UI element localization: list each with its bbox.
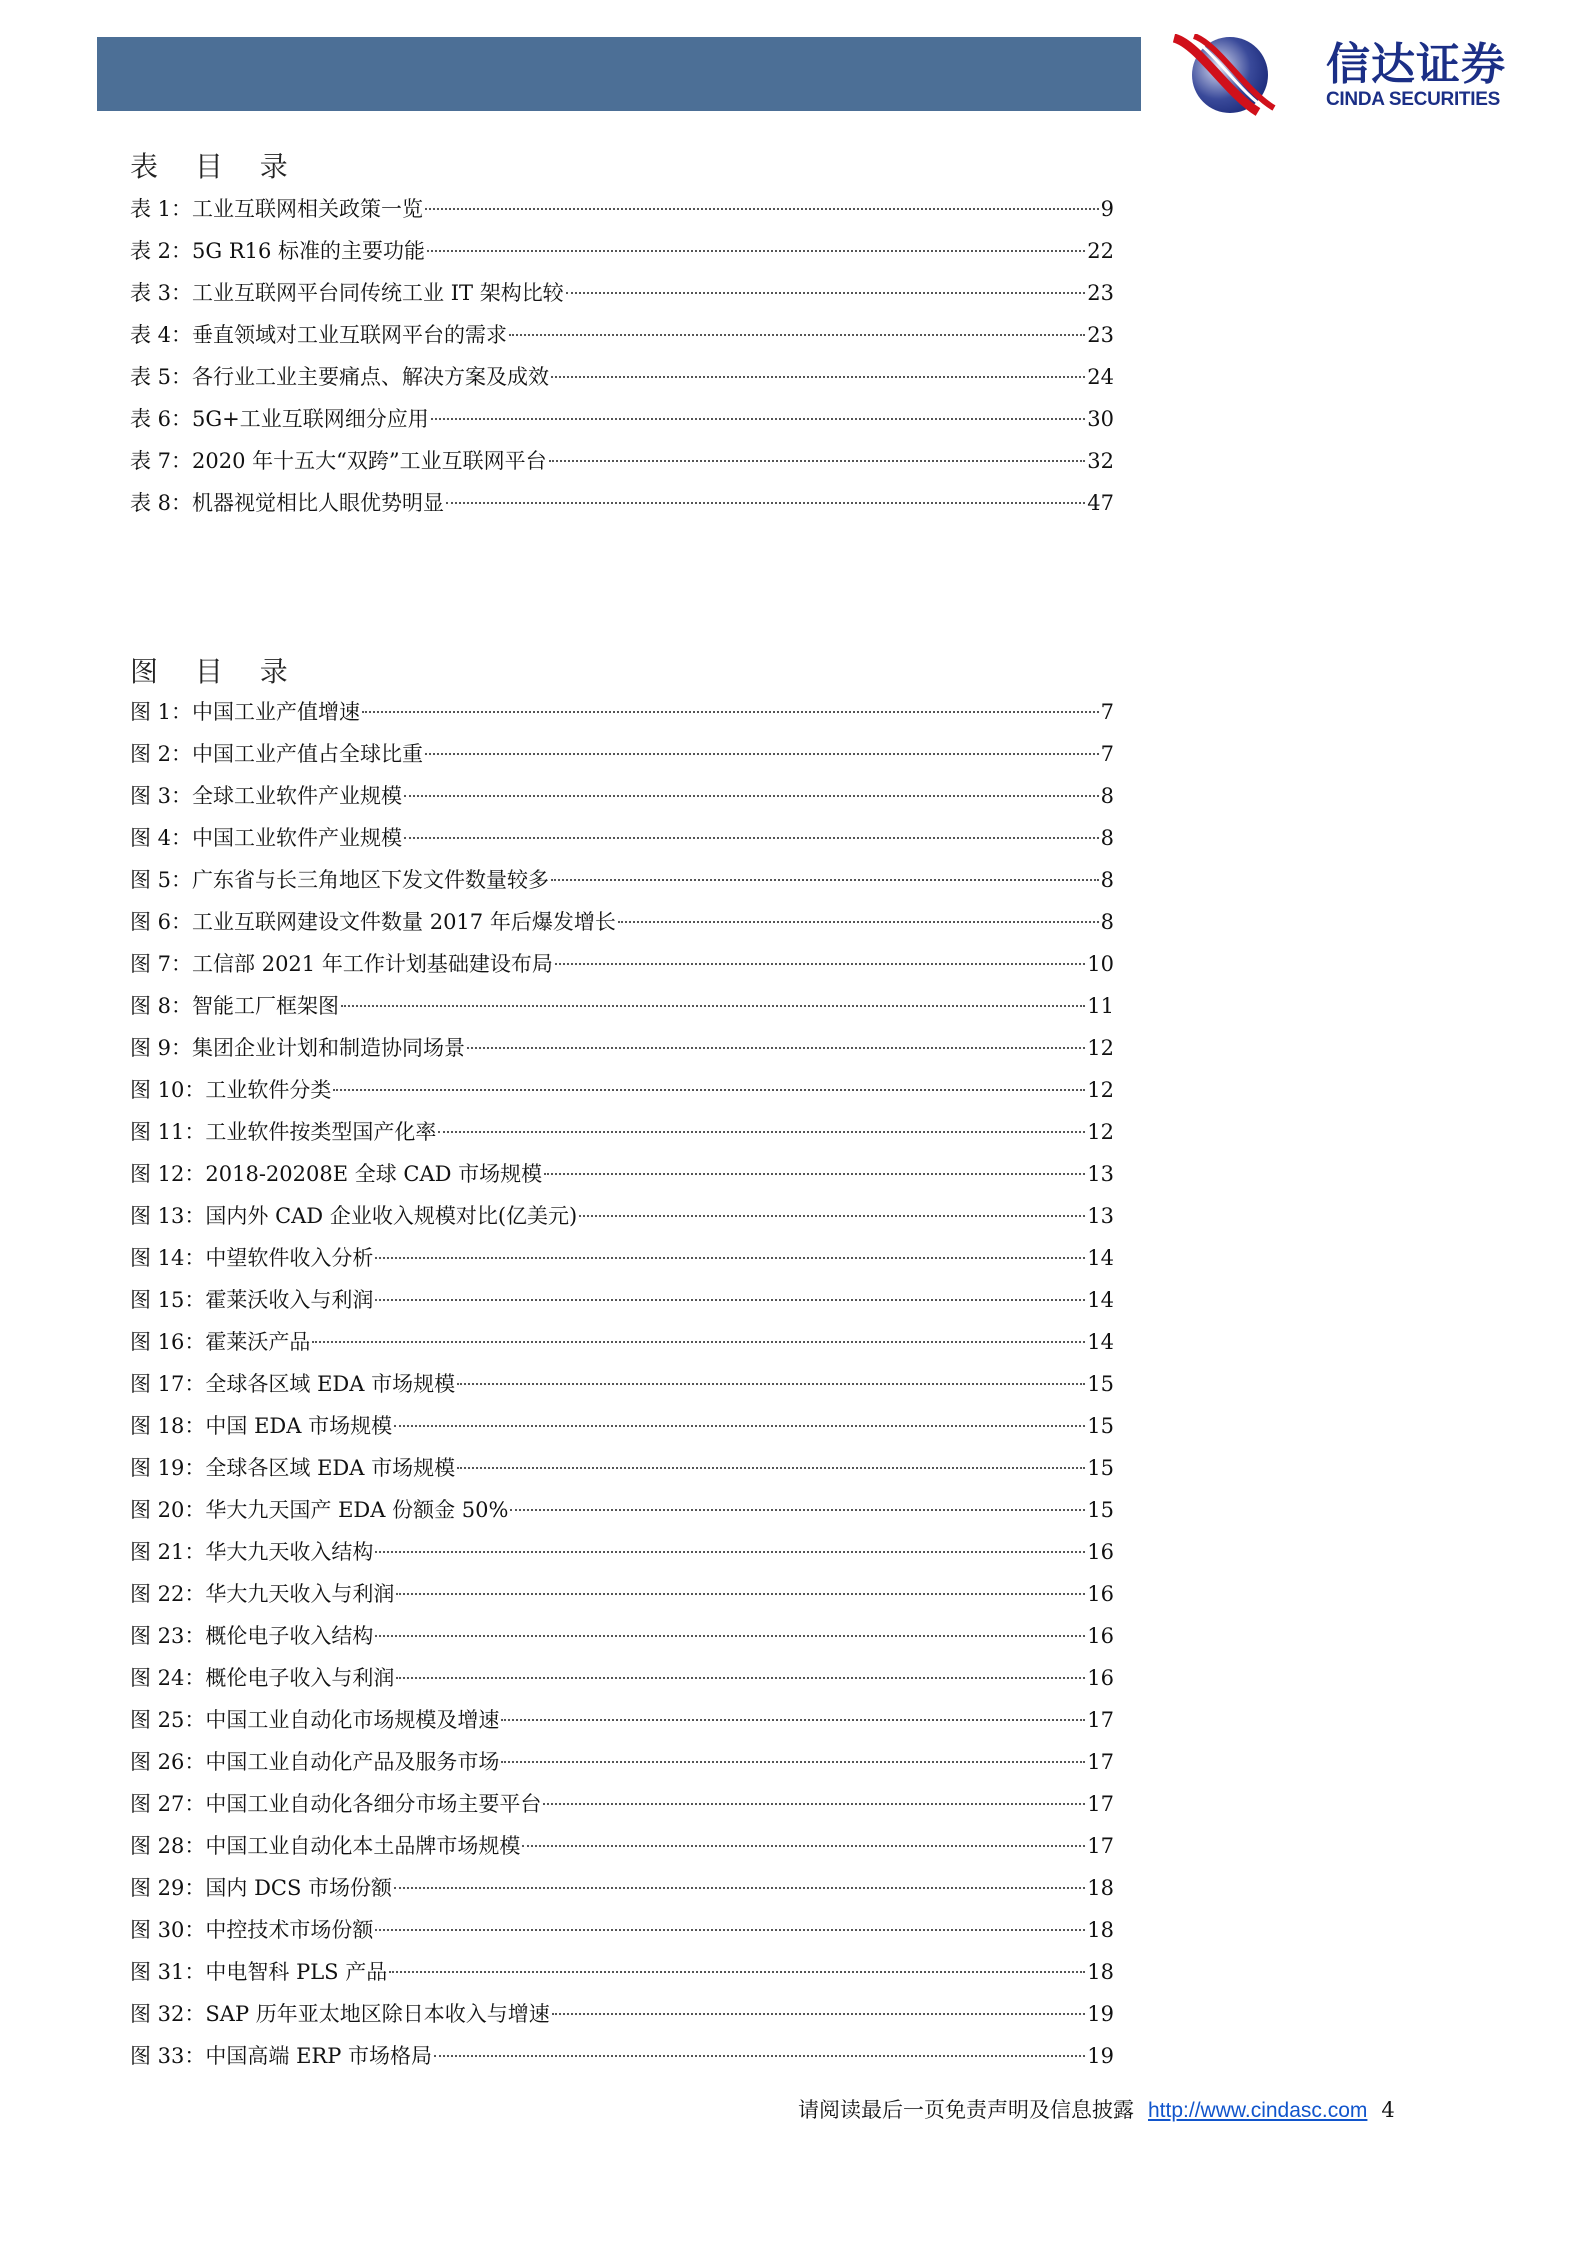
toc-leader-dots [522, 1845, 1085, 1847]
toc-entry[interactable] [130, 1027, 1114, 1069]
toc-leader-dots [501, 1719, 1085, 1721]
toc-entry[interactable] [130, 1783, 1114, 1825]
toc-entry[interactable] [130, 1867, 1114, 1909]
toc-leader-dots [618, 921, 1099, 923]
toc-entry-page: 16 [1087, 1582, 1114, 1606]
toc-entry-label: 图 25：中国工业自动化市场规模及增速 [130, 1708, 500, 1732]
toc-leader-dots [555, 963, 1085, 965]
toc-entry-label: 图 8：智能工厂框架图 [130, 994, 340, 1018]
toc-entry[interactable] [130, 1489, 1114, 1531]
toc-entry[interactable] [130, 1909, 1114, 1951]
toc-entry[interactable] [130, 943, 1114, 985]
toc-entry[interactable] [130, 1279, 1114, 1321]
footer-disclaimer: 请阅读最后一页免责声明及信息披露 [798, 2098, 1134, 2122]
toc-entry[interactable] [130, 1657, 1114, 1699]
tables-toc-list [130, 188, 1114, 524]
toc-entry-page: 12 [1087, 1120, 1114, 1144]
toc-leader-dots [375, 1257, 1085, 1259]
toc-entry-page: 23 [1087, 281, 1114, 305]
toc-entry[interactable] [130, 356, 1114, 398]
toc-entry-label: 图 3：全球工业软件产业规模 [130, 784, 403, 808]
toc-leader-dots [341, 1005, 1085, 1007]
toc-entry[interactable] [130, 859, 1114, 901]
toc-leader-dots [509, 334, 1085, 336]
toc-entry-label: 图 26：中国工业自动化产品及服务市场 [130, 1750, 500, 1774]
toc-entry-label: 图 17：全球各区域 EDA 市场规模 [130, 1372, 456, 1396]
toc-leader-dots [375, 1929, 1085, 1931]
header-banner [97, 37, 1141, 111]
toc-entry-label: 图 6：工业互联网建设文件数量 2017 年后爆发增长 [130, 910, 616, 934]
toc-entry-page: 15 [1087, 1372, 1114, 1396]
toc-entry-label: 表 5：各行业工业主要痛点、解决方案及成效 [130, 365, 550, 389]
toc-entry[interactable] [130, 1363, 1114, 1405]
toc-leader-dots [404, 795, 1099, 797]
toc-entry-page: 8 [1100, 868, 1114, 892]
toc-entry-page: 18 [1087, 1960, 1114, 1984]
toc-entry-label: 表 4：垂直领域对工业互联网平台的需求 [130, 323, 508, 347]
toc-entry-label: 表 6：5G+工业互联网细分应用 [130, 407, 429, 431]
toc-entry-label: 图 12：2018-20208E 全球 CAD 市场规模 [130, 1162, 543, 1186]
toc-entry-page: 19 [1087, 2002, 1114, 2026]
toc-entry-label: 图 28：中国工业自动化本土品牌市场规模 [130, 1834, 521, 1858]
toc-entry[interactable] [130, 733, 1114, 775]
logo-text-en: CINDA SECURITIES [1326, 89, 1500, 110]
toc-entry[interactable] [130, 1153, 1114, 1195]
toc-entry-label: 图 21：华大九天收入结构 [130, 1540, 374, 1564]
toc-entry-page: 32 [1087, 449, 1114, 473]
toc-leader-dots [551, 879, 1099, 881]
toc-entry-page: 22 [1087, 239, 1114, 263]
toc-entry[interactable] [130, 1237, 1114, 1279]
toc-entry-page: 14 [1087, 1288, 1114, 1312]
toc-entry-page: 16 [1087, 1540, 1114, 1564]
toc-entry-page: 13 [1087, 1162, 1114, 1186]
toc-entry[interactable] [130, 440, 1114, 482]
toc-entry-page: 16 [1087, 1624, 1114, 1648]
toc-entry-page: 15 [1087, 1414, 1114, 1438]
toc-entry[interactable] [130, 1195, 1114, 1237]
toc-entry-page: 17 [1087, 1834, 1114, 1858]
toc-leader-dots [425, 208, 1099, 210]
footer [798, 2094, 1395, 2124]
toc-entry-label: 图 33：中国高端 ERP 市场格局 [130, 2044, 433, 2068]
toc-entry-page: 14 [1087, 1330, 1114, 1354]
toc-entry[interactable] [130, 1993, 1114, 2035]
toc-entry-page: 7 [1100, 742, 1114, 766]
toc-entry-page: 18 [1087, 1918, 1114, 1942]
toc-entry-label: 图 30：中控技术市场份额 [130, 1918, 374, 1942]
toc-entry-page: 11 [1087, 994, 1114, 1018]
toc-entry[interactable] [130, 1531, 1114, 1573]
toc-entry-label: 图 7：工信部 2021 年工作计划基础建设布局 [130, 952, 553, 976]
toc-leader-dots [467, 1047, 1085, 1049]
toc-entry[interactable] [130, 188, 1114, 230]
toc-entry-label: 图 10：工业软件分类 [130, 1078, 332, 1102]
toc-entry-label: 图 32：SAP 历年亚太地区除日本收入与增速 [130, 2002, 550, 2026]
toc-entry-label: 表 7：2020 年十五大“双跨”工业互联网平台 [130, 449, 547, 473]
toc-entry-label: 图 2：中国工业产值占全球比重 [130, 742, 424, 766]
toc-entry-label: 图 9：集团企业计划和制造协同场景 [130, 1036, 466, 1060]
toc-leader-dots [543, 1803, 1085, 1805]
toc-leader-dots [457, 1383, 1085, 1385]
toc-entry-label: 图 24：概伦电子收入与利润 [130, 1666, 395, 1690]
toc-entry-page: 15 [1087, 1498, 1114, 1522]
toc-entry[interactable] [130, 272, 1114, 314]
toc-leader-dots [375, 1635, 1085, 1637]
toc-entry-page: 17 [1087, 1750, 1114, 1774]
toc-leader-dots [396, 1593, 1085, 1595]
toc-leader-dots [404, 837, 1099, 839]
toc-entry-page: 14 [1087, 1246, 1114, 1270]
toc-entry-label: 图 19：全球各区域 EDA 市场规模 [130, 1456, 456, 1480]
toc-entry-label: 图 4：中国工业软件产业规模 [130, 826, 403, 850]
toc-entry[interactable] [130, 1951, 1114, 1993]
page-number: 4 [1381, 2098, 1395, 2122]
toc-entry-label: 图 18：中国 EDA 市场规模 [130, 1414, 393, 1438]
toc-entry-page: 8 [1100, 826, 1114, 850]
toc-entry-page: 12 [1087, 1036, 1114, 1060]
toc-entry-page: 23 [1087, 323, 1114, 347]
toc-entry[interactable] [130, 1573, 1114, 1615]
toc-leader-dots [510, 1509, 1085, 1511]
toc-entry-label: 图 1：中国工业产值增速 [130, 700, 361, 724]
toc-leader-dots [446, 502, 1085, 504]
toc-entry-page: 17 [1087, 1708, 1114, 1732]
toc-leader-dots [427, 250, 1085, 252]
toc-entry-label: 表 2：5G R16 标准的主要功能 [130, 239, 426, 263]
toc-entry-label: 表 8：机器视觉相比人眼优势明显 [130, 491, 445, 515]
toc-leader-dots [362, 711, 1099, 713]
toc-entry-page: 8 [1100, 784, 1114, 808]
toc-leader-dots [544, 1173, 1085, 1175]
footer-url-link[interactable]: http://www.cindasc.com [1148, 2099, 1368, 2122]
toc-entry-page: 18 [1087, 1876, 1114, 1900]
toc-leader-dots [566, 292, 1086, 294]
toc-entry[interactable] [130, 985, 1114, 1027]
toc-leader-dots [425, 753, 1099, 755]
toc-entry[interactable] [130, 1699, 1114, 1741]
toc-leader-dots [394, 1425, 1085, 1427]
toc-leader-dots [551, 376, 1085, 378]
toc-entry[interactable] [130, 1405, 1114, 1447]
toc-leader-dots [394, 1887, 1085, 1889]
toc-entry[interactable] [130, 817, 1114, 859]
toc-entry-label: 图 20：华大九天国产 EDA 份额金 50% [130, 1498, 509, 1522]
toc-leader-dots [552, 2013, 1086, 2015]
toc-leader-dots [579, 1215, 1085, 1217]
toc-entry[interactable] [130, 1825, 1114, 1867]
toc-entry[interactable] [130, 398, 1114, 440]
toc-leader-dots [312, 1341, 1085, 1343]
toc-entry-label: 图 16：霍莱沃产品 [130, 1330, 311, 1354]
toc-entry[interactable] [130, 1741, 1114, 1783]
toc-entry[interactable] [130, 691, 1114, 733]
toc-entry-label: 图 22：华大九天收入与利润 [130, 1582, 395, 1606]
toc-entry-page: 16 [1087, 1666, 1114, 1690]
toc-leader-dots [438, 1131, 1085, 1133]
toc-leader-dots [389, 1971, 1085, 1973]
toc-entry[interactable] [130, 482, 1114, 524]
toc-entry-label: 图 31：中电智科 PLS 产品 [130, 1960, 388, 1984]
figures-toc-list [130, 691, 1114, 2077]
toc-entry-label: 图 5：广东省与长三角地区下发文件数量较多 [130, 868, 550, 892]
toc-entry-page: 13 [1087, 1204, 1114, 1228]
toc-entry-page: 8 [1100, 910, 1114, 934]
toc-leader-dots [549, 460, 1086, 462]
toc-entry-page: 9 [1100, 197, 1114, 221]
toc-leader-dots [457, 1467, 1085, 1469]
toc-entry[interactable] [130, 1069, 1114, 1111]
toc-entry[interactable] [130, 1615, 1114, 1657]
toc-entry-page: 47 [1087, 491, 1114, 515]
toc-entry-label: 图 27：中国工业自动化各细分市场主要平台 [130, 1792, 542, 1816]
toc-entry-page: 15 [1087, 1456, 1114, 1480]
toc-leader-dots [396, 1677, 1085, 1679]
toc-leader-dots [431, 418, 1085, 420]
cinda-logo [1168, 34, 1558, 116]
toc-entry[interactable] [130, 1111, 1114, 1153]
toc-leader-dots [434, 2055, 1085, 2057]
toc-entry-page: 7 [1100, 700, 1114, 724]
toc-entry[interactable] [130, 2035, 1114, 2077]
toc-entry-label: 表 1：工业互联网相关政策一览 [130, 197, 424, 221]
toc-entry-page: 17 [1087, 1792, 1114, 1816]
toc-entry[interactable] [130, 901, 1114, 943]
toc-entry-page: 12 [1087, 1078, 1114, 1102]
toc-entry-label: 图 23：概伦电子收入结构 [130, 1624, 374, 1648]
tables-toc-title: 表 目 录 [130, 150, 302, 183]
figures-toc-title: 图 目 录 [130, 655, 302, 688]
toc-entry[interactable] [130, 314, 1114, 356]
toc-entry-label: 图 15：霍莱沃收入与利润 [130, 1288, 374, 1312]
toc-entry-label: 图 29：国内 DCS 市场份额 [130, 1876, 393, 1900]
toc-entry-label: 图 14：中望软件收入分析 [130, 1246, 374, 1270]
toc-leader-dots [501, 1761, 1085, 1763]
toc-entry-page: 30 [1087, 407, 1114, 431]
toc-entry[interactable] [130, 1321, 1114, 1363]
toc-leader-dots [375, 1299, 1085, 1301]
toc-entry[interactable] [130, 1447, 1114, 1489]
toc-entry-label: 表 3：工业互联网平台同传统工业 IT 架构比较 [130, 281, 564, 305]
toc-entry-label: 图 11：工业软件按类型国产化率 [130, 1120, 437, 1144]
logo-text-cn: 信达证券 [1326, 39, 1506, 90]
toc-entry-page: 24 [1087, 365, 1114, 389]
toc-entry-page: 19 [1087, 2044, 1114, 2068]
toc-entry[interactable] [130, 775, 1114, 817]
toc-leader-dots [333, 1089, 1085, 1091]
toc-entry-label: 图 13：国内外 CAD 企业收入规模对比(亿美元) [130, 1204, 578, 1228]
cinda-logo-icon [1168, 34, 1318, 116]
toc-leader-dots [375, 1551, 1085, 1553]
toc-entry-page: 10 [1087, 952, 1114, 976]
toc-entry[interactable] [130, 230, 1114, 272]
